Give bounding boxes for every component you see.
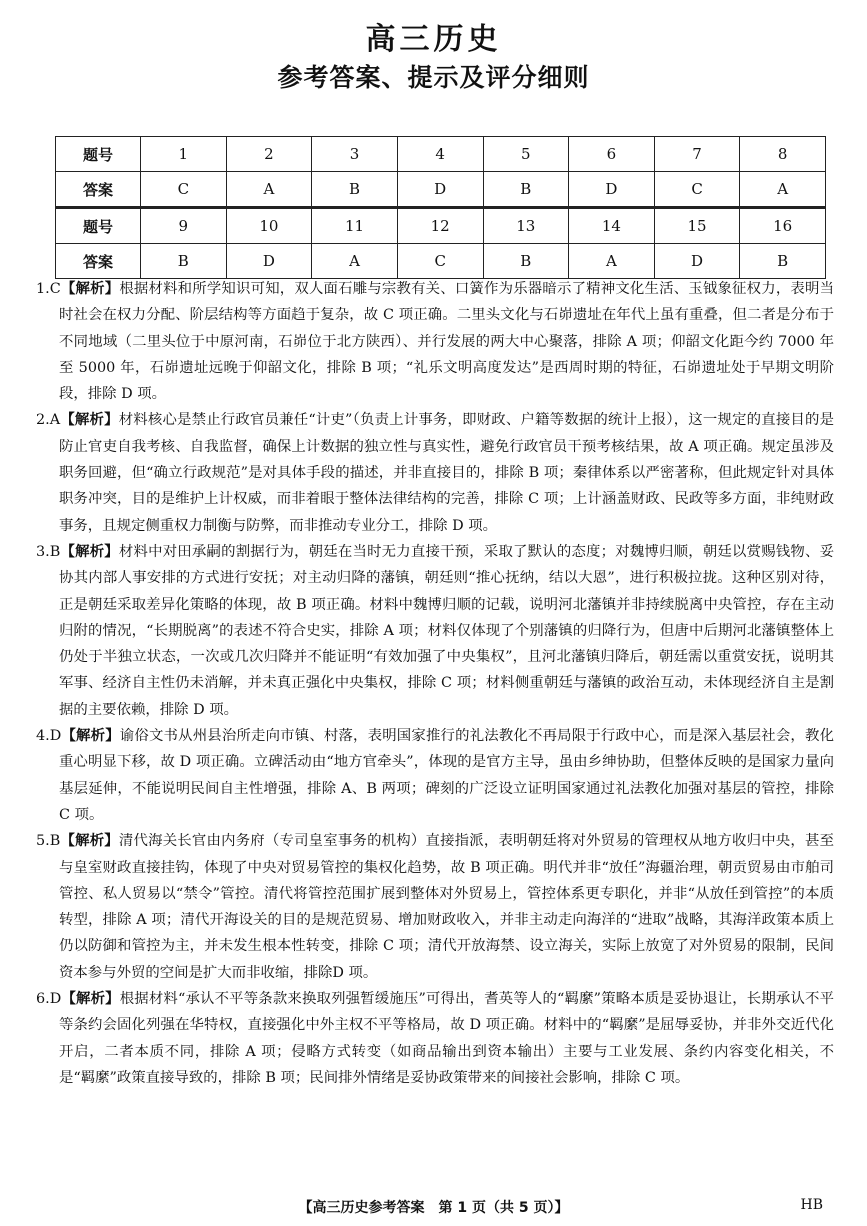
item-number: 4.D [36,728,62,745]
explanation-item [36,828,834,986]
table-cell: B [483,172,569,208]
explanations [36,276,834,1091]
table-cell: 12 [397,208,483,244]
item-number: 2.A [36,412,61,429]
edition-code: HB [800,1197,823,1213]
explanation-item [36,723,834,828]
analysis-tag: 【解析】 [60,281,120,297]
table-cell: D [569,172,655,208]
page-title: 高三历史 [365,22,502,57]
table-row [56,208,826,244]
table-cell: D [654,244,740,279]
item-text: 谕俗文书从州县治所走向市镇、村落，表明国家推行的礼法教化不再局限于行政中心，而是深入基层社会，教化重心明显下移，故 D 项正确。立碑活动由“地方官牵头”，体现的是官方主导，虽由乡绅协助，但整体反映的是国家力量向基层延伸，不能说明民间自主性增强，排除 A、B 两项；碑刻的广泛设立证明国家通过礼法教化加强对基层的管控，排除 C 项。 [59,728,834,823]
item-text: 材料核心是禁止行政官员兼任“计吏”（负责上计事务，即财政、户籍等数据的统计上报），这一规定的直接目的是防止官吏自我考核、自我监督，确保上计数据的独立性与真实性，避免行政官员干预考核结果，故 A 项正确。规定虽涉及职务回避，但“确立行政规范”是对具体手段的描述，并非直接目的，排除 B 项；秦律体系以严密著称，但此规定针对具体职务冲突，目的是维护上计权威，而非着眼于整体法律结构的完善，排除 C 项；上计涵盖财政、民政等多方面，非纯财政事务，且规定侧重权力制衡与防弊，而非推动专业分工，排除 D 项。 [59,412,834,534]
table-cell: B [483,244,569,279]
table-row [56,244,826,279]
explanation-item [36,539,834,723]
table-cell: B [740,244,826,279]
table-cell: 9 [141,208,227,244]
row-label: 答案 [56,244,141,279]
analysis-tag: 【解析】 [61,991,120,1008]
table-row [56,172,826,208]
row-label: 答案 [56,172,141,208]
table-cell: 16 [740,208,826,244]
table-cell: 2 [226,137,312,172]
explanation-item [36,407,834,538]
analysis-tag: 【解析】 [60,543,119,560]
explanation-item [36,276,834,407]
table-cell: 10 [226,208,312,244]
item-number: 3.B [36,543,61,560]
table-cell: C [141,172,227,208]
item-text: 材料中对田承嗣的割据行为，朝廷在当时无力直接干预，采取了默认的态度；对魏博归顺，朝廷以赏赐钱物、妥协其内部人事安排的方式进行安抚；对主动归降的藩镇，朝廷则“推心抚纳，结以大恩”，进行积极拉拢。这种区别对待，正是朝廷采取差异化策略的体现，故 B 项正确。材料中魏博归顺的记载，说明河北藩镇并非持续脱离中央管控，存在主动归附的情况，“长期脱离”的表述不符合史实，排除 A 项；材料仅体现了个别藩镇的归降行为，但唐中后期河北藩镇整体上仍处于半独立状态，一次或几次归降并不能证明“有效加强了中央集权”，且河北藩镇归降后，朝廷需以重赏安抚，说明其军事、经济自主性仍未消解，并未真正强化中央集权，排除 C 项；材料侧重朝廷与藩镇的政治互动，未体现经济自主是割据的主要依赖，排除 D 项。 [59,543,834,718]
table-cell: 8 [740,137,826,172]
table-cell: 11 [312,208,398,244]
answer-table [55,136,826,279]
table-cell: 5 [483,137,569,172]
explanation-item [36,986,834,1091]
item-number: 6.D [36,991,62,1008]
table-cell: 13 [483,208,569,244]
analysis-tag: 【解析】 [60,833,119,850]
table-cell: A [226,172,312,208]
table-cell: D [226,244,312,279]
page-subtitle: 参考答案、提示及评分细则 [277,63,590,92]
page-footer: 【高三历史参考答案 第 1 页（共 5 页）】 [298,1200,569,1216]
item-text: 根据材料和所学知识可知，双人面石雕与宗教有关、口簧作为乐器暗示了精神文化生活、玉钺象征权力，表明当时社会在权力分配、阶层结构等方面趋于复杂，故 C 项正确。二里头文化与石峁遗址在年代上虽有重叠，但二者是分布于不同地域（二里头位于中原河南，石峁位于北方陕西）、并行发展的两大中心聚落，排除 A 项；仰韶文化距今约 7000 年至 5000 年，石峁遗址远晚于仰韶文化，排除 B 项；“礼乐文明高度发达”是西周时期的特征，石峁遗址处于早期文明阶段，排除 D 项。 [59,281,834,403]
analysis-tag: 【解析】 [61,728,120,745]
table-cell: 6 [569,137,655,172]
item-text: 清代海关长官由内务府（专司皇室事务的机构）直接指派，表明朝廷将对外贸易的管理权从地方收归中央，甚至与皇室财政直接挂钩，体现了中央对贸易管控的集权化趋势，故 B 项正确。明代并非“放任”海疆治理，朝贡贸易由市舶司管控、私人贸易以“禁令”管控。清代将管控范围扩展到整体对外贸易上，管控体系更专职化，并非“从放任到管控”的本质转型，排除 A 项；清代开海设关的目的是规范贸易、增加财政收入，并非主动走向海洋的“进取”战略，其海洋政策本质上仍以防御和管控为主，并未发生根本性转变，排除 C 项；清代开放海禁、设立海关，实际上放宽了对外贸易的限制，民间资本参与外贸的空间是扩大而非收缩，排除D 项。 [59,833,834,981]
table-cell: 15 [654,208,740,244]
table-cell: C [397,244,483,279]
table-cell: C [654,172,740,208]
table-cell: 4 [397,137,483,172]
row-label: 题号 [56,208,141,244]
table-cell: B [141,244,227,279]
table-cell: 3 [312,137,398,172]
analysis-tag: 【解析】 [60,412,119,429]
row-label: 题号 [56,137,141,172]
table-cell: D [397,172,483,208]
table-cell: A [312,244,398,279]
table-cell: A [740,172,826,208]
table-cell: 7 [654,137,740,172]
item-text: 根据材料“承认不平等条款来换取列强暂缓施压”可得出，耆英等人的“羁縻”策略本质是妥协退让，长期承认不平等条约会固化列强在华特权，直接强化中外主权不平等格局，故 D 项正确。材料中的“羁縻”是屈辱妥协，并非外交近代化开启，二者本质不同，排除 A 项；侵略方式转变（如商品输出到资本输出）主要与工业发展、条约内容变化相关，不是“羁縻”政策直接导致的，排除 B 项；民间排外情绪是妥协政策带来的间接社会影响，排除 C 项。 [59,991,834,1086]
table-cell: A [569,244,655,279]
table-row [56,137,826,172]
item-number: 5.B [36,833,61,850]
table-cell: B [312,172,398,208]
table-cell: 1 [141,137,227,172]
item-number: 1.C [36,281,61,297]
table-cell: 14 [569,208,655,244]
